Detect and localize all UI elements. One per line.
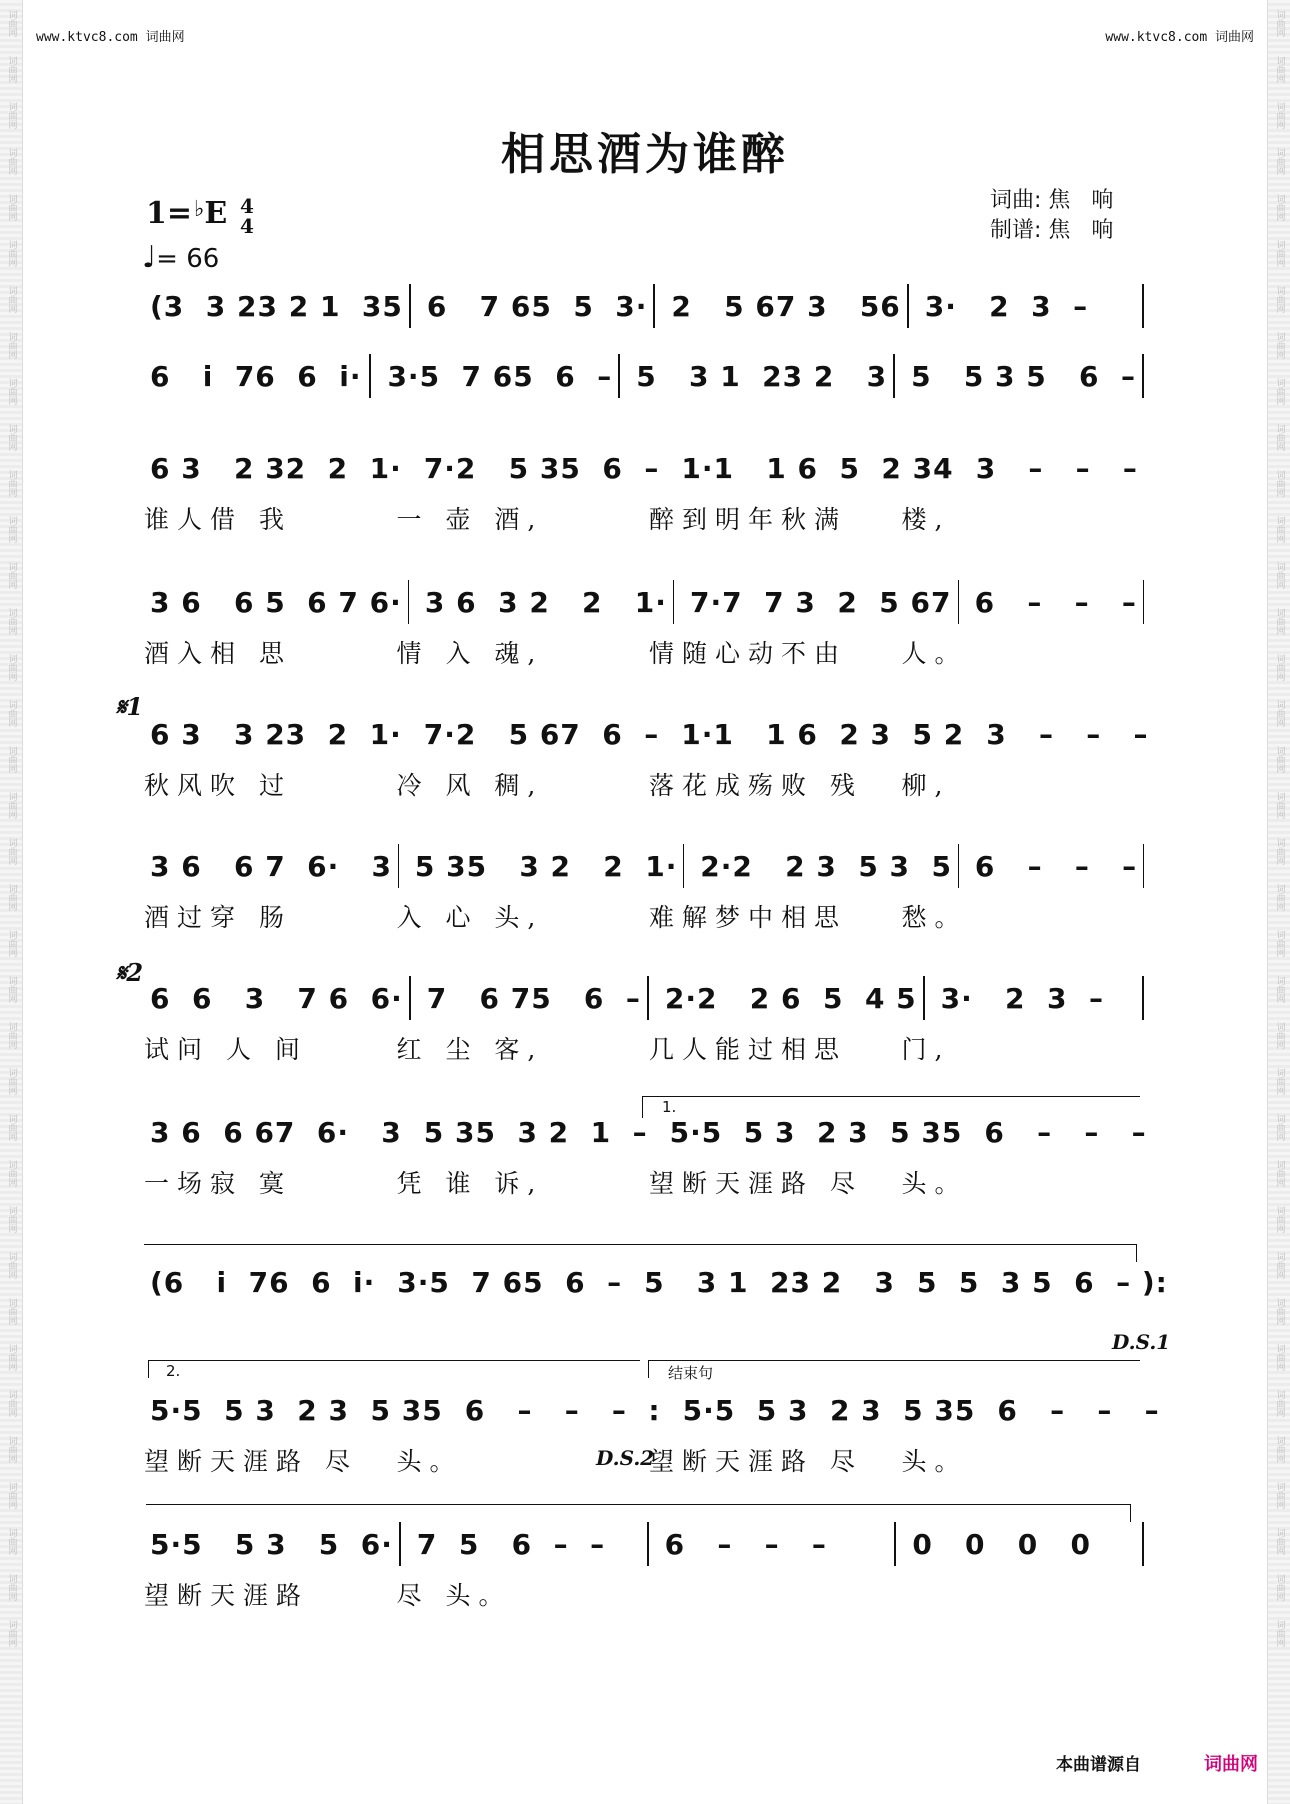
coda-bracket-edge xyxy=(1130,1504,1131,1522)
lyrics-line xyxy=(140,898,1150,934)
volta-2-bracket-edge xyxy=(148,1360,149,1378)
watermark-text: 词曲网 xyxy=(6,102,17,129)
measure: 6 – – – xyxy=(974,585,1137,619)
barline xyxy=(647,1522,649,1566)
watermark-text: 词曲网 xyxy=(1274,792,1285,819)
watermark-text: 词曲网 xyxy=(6,1160,17,1187)
watermark-text: 词曲网 xyxy=(1274,1068,1285,1095)
notation-line xyxy=(140,448,1150,488)
measure: 1·1 1 6 2 3 5 2 xyxy=(681,717,965,751)
watermark-text: 词曲网 xyxy=(6,562,17,589)
score-row xyxy=(140,448,1150,534)
watermark-text: 词曲网 xyxy=(1274,930,1285,957)
lyric-segment: 门, xyxy=(901,1035,951,1064)
watermark-text: 词曲网 xyxy=(6,976,17,1003)
notation-line xyxy=(140,582,1150,622)
lyric-segment: 情随心动不由 xyxy=(649,639,848,668)
segno-2-mark: 𝄋2 xyxy=(116,958,144,987)
score-row xyxy=(140,714,1150,800)
credit-lyrics-music: 词曲: 焦 响 xyxy=(990,188,1114,213)
watermark-text: 词曲网 xyxy=(1274,654,1285,681)
measure: 7·7 7 3 2 5 67 xyxy=(690,585,952,619)
barline xyxy=(647,976,649,1020)
measure: 5·5 5 3 5 6· xyxy=(150,1527,393,1561)
footer-source: 本曲谱源自 xyxy=(1056,1755,1141,1775)
lyric-segment: 头。 xyxy=(901,1169,968,1198)
barline xyxy=(923,976,925,1020)
notation-line xyxy=(140,846,1150,886)
interlude-bracket-edge xyxy=(1136,1244,1137,1262)
notation-line xyxy=(140,356,1150,396)
lyric-segment: 头。 xyxy=(901,1447,968,1476)
measure: 3 6 6 7 6· 3 xyxy=(150,849,393,883)
watermark-text: 词曲网 xyxy=(6,1574,17,1601)
key-signature: 1=♭E xyxy=(146,196,228,231)
lyric-segment: 一场寂 寞 xyxy=(144,1169,292,1198)
measure: 7·2 5 35 6 – xyxy=(423,451,660,485)
notation-line xyxy=(140,978,1150,1018)
lyric-segment: 酒入相 思 xyxy=(144,639,292,668)
watermark-text: 词曲网 xyxy=(1274,1298,1285,1325)
site-watermark-left: www.ktvc8.com 词曲网 xyxy=(36,30,185,45)
score-row xyxy=(140,286,1150,346)
watermark-text: 词曲网 xyxy=(6,332,17,359)
barline xyxy=(408,580,409,624)
lyric-segment: 落花成殇败 残 xyxy=(649,771,863,800)
measure: (3 3 23 2 1 35 xyxy=(150,289,403,323)
lyric-segment: 人。 xyxy=(901,639,968,668)
song-title: 相思酒为谁醉 xyxy=(501,129,789,180)
measure: 3 6 3 2 2 1· xyxy=(424,585,667,619)
volta-2-bracket xyxy=(148,1360,640,1361)
measure: 3·5 7 65 6 – xyxy=(387,359,613,393)
watermark-text: 词曲网 xyxy=(6,1022,17,1049)
watermark-text: 词曲网 xyxy=(1274,746,1285,773)
lyric-segment: 红 尘 客, xyxy=(396,1035,544,1064)
lyrics-line xyxy=(140,1164,1150,1200)
lyric-segment: 望断天涯路 尽 xyxy=(144,1447,358,1476)
barline xyxy=(893,354,895,398)
measure: 2·2 2 3 5 3 5 xyxy=(700,849,953,883)
lyric-segment: 难解梦中相思 xyxy=(649,903,848,932)
lyric-segment: 秋风吹 过 xyxy=(144,771,292,800)
watermark-text: 词曲网 xyxy=(1274,1206,1285,1233)
barline xyxy=(1142,976,1144,1020)
coda-bracket xyxy=(146,1504,1130,1505)
watermark-text: 词曲网 xyxy=(1274,148,1285,175)
lyrics-line xyxy=(140,634,1150,670)
measure: 6 3 3 23 2 1· xyxy=(150,717,402,751)
score-row xyxy=(140,1262,1168,1322)
score-row xyxy=(140,582,1150,668)
watermark-text: 词曲网 xyxy=(6,700,17,727)
measure: 6 3 2 32 2 1· xyxy=(150,451,402,485)
notation-line xyxy=(140,714,1150,754)
watermark-text: 词曲网 xyxy=(1274,838,1285,865)
barline xyxy=(399,1522,401,1566)
time-signature: 4 4 xyxy=(240,194,254,238)
barline xyxy=(1143,844,1144,888)
barline xyxy=(958,844,959,888)
watermark-text: 词曲网 xyxy=(6,1344,17,1371)
measure: 3 – – – xyxy=(975,451,1138,485)
watermark-text: 词曲网 xyxy=(1274,884,1285,911)
measure: 7 5 6 – – xyxy=(416,1527,606,1561)
measure: 5 35 3 2 1 – xyxy=(423,1115,648,1149)
quarter-note-icon: ♩ xyxy=(142,240,157,275)
measure: 3 6 6 67 6· 3 xyxy=(150,1115,402,1149)
watermark-text: 词曲网 xyxy=(1274,470,1285,497)
volta-1-label: 1. xyxy=(662,1098,677,1116)
watermark-text: 词曲网 xyxy=(1274,332,1285,359)
lyric-segment: 头。 xyxy=(396,1447,463,1476)
measure: 1·1 1 6 5 2 34 xyxy=(681,451,954,485)
watermark-text: 词曲网 xyxy=(6,1252,17,1279)
barline xyxy=(409,976,411,1020)
watermark-text: 词曲网 xyxy=(6,654,17,681)
measure: 2 5 67 3 56 xyxy=(671,289,901,323)
lyric-segment: 一 壶 酒, xyxy=(396,505,544,534)
barline xyxy=(894,1522,896,1566)
tempo-marking: ♩= 66 xyxy=(142,240,220,275)
lyric-segment xyxy=(898,1576,1151,1612)
measure: 3· 2 3 – xyxy=(940,981,1104,1015)
measure: 6 – – – xyxy=(974,849,1138,883)
watermark-text: 词曲网 xyxy=(6,10,17,37)
watermark-text: 词曲网 xyxy=(6,1436,17,1463)
measure: 6 i 76 6 i· xyxy=(150,359,362,393)
lyric-segment: 几人能过相思 xyxy=(649,1035,848,1064)
watermark-text: 词曲网 xyxy=(1274,1022,1285,1049)
watermark-text: 词曲网 xyxy=(1274,286,1285,313)
lyric-segment: 望断天涯路 尽 xyxy=(649,1447,863,1476)
score-row xyxy=(140,1524,1150,1610)
lyric-segment: 凭 谁 诉, xyxy=(396,1169,544,1198)
measure: 5·5 5 3 2 3 5 35 xyxy=(669,1115,963,1149)
watermark-text: 词曲网 xyxy=(6,148,17,175)
barline xyxy=(618,354,620,398)
watermark-text: 词曲网 xyxy=(1274,976,1285,1003)
watermark-text: 词曲网 xyxy=(1274,516,1285,543)
measure: 7·2 5 67 6 – xyxy=(423,717,660,751)
watermark-text: 词曲网 xyxy=(1274,1252,1285,1279)
watermark-text: 词曲网 xyxy=(6,884,17,911)
barline xyxy=(653,284,655,328)
measure: 5·5 5 3 2 3 5 35 xyxy=(682,1393,976,1427)
measure: 6 6 3 7 6 6· xyxy=(150,981,403,1015)
lyric-segment: 望断天涯路 尽 xyxy=(649,1169,863,1198)
watermark-text: 词曲网 xyxy=(6,424,17,451)
lyric-segment: 酒过穿 肠 xyxy=(144,903,292,932)
lyrics-line xyxy=(140,1442,1150,1478)
barline xyxy=(673,580,674,624)
watermark-text: 词曲网 xyxy=(6,240,17,267)
watermark-text: 词曲网 xyxy=(1274,1528,1285,1555)
watermark-text: 词曲网 xyxy=(1274,1436,1285,1463)
lyric-segment: 试问 人 间 xyxy=(144,1035,308,1064)
segno-1-mark: 𝄋1 xyxy=(116,692,144,721)
barline xyxy=(1143,580,1144,624)
watermark-text: 词曲网 xyxy=(1274,56,1285,83)
watermark-text: 词曲网 xyxy=(6,1298,17,1325)
watermark-text: 词曲网 xyxy=(6,470,17,497)
barline xyxy=(1142,1522,1144,1566)
measure: 3· 2 3 – xyxy=(924,289,1089,323)
watermark-text: 词曲网 xyxy=(1274,608,1285,635)
measure: 7 6 75 6 – xyxy=(426,981,641,1015)
watermark-text: 词曲网 xyxy=(1274,194,1285,221)
credits xyxy=(990,186,1113,246)
watermark-text: 词曲网 xyxy=(6,378,17,405)
measure: 6 – – – xyxy=(997,1393,1160,1427)
barline xyxy=(1142,284,1144,328)
watermark-text: 词曲网 xyxy=(1274,1114,1285,1141)
watermark-text: 词曲网 xyxy=(6,1528,17,1555)
notation-line xyxy=(140,286,1150,326)
lyrics-line xyxy=(140,500,1150,536)
measure: 3·5 7 65 6 – xyxy=(397,1265,623,1299)
watermark-text: 词曲网 xyxy=(1274,1620,1285,1647)
measure: 2·2 2 6 5 4 5 xyxy=(664,981,917,1015)
watermark-text: 词曲网 xyxy=(6,1114,17,1141)
interlude-bracket xyxy=(144,1244,1136,1245)
ds2-mark: D.S.2 xyxy=(596,1446,655,1470)
watermark-text: 词曲网 xyxy=(6,930,17,957)
watermark-text: 词曲网 xyxy=(6,286,17,313)
lyric-segment: 楼, xyxy=(901,505,951,534)
measure: 5 5 3 5 6 – ): xyxy=(916,1265,1168,1299)
volta-1-bracket xyxy=(642,1096,1140,1097)
lyric-segment: 冷 风 稠, xyxy=(396,771,544,800)
measure: 5·5 5 3 2 3 5 35 xyxy=(150,1393,443,1427)
score-row xyxy=(140,1112,1150,1198)
lyric-segment: 醉到明年秋满 xyxy=(649,505,848,534)
watermark-text: 词曲网 xyxy=(1274,378,1285,405)
measure: 6 – – – : xyxy=(464,1393,661,1427)
watermark-text: 词曲网 xyxy=(6,1206,17,1233)
left-watermark-strip xyxy=(0,0,23,1804)
lyric-segment: 情 入 魂, xyxy=(396,639,544,668)
watermark-text: 词曲网 xyxy=(6,1482,17,1509)
lyrics-line xyxy=(140,766,1150,802)
measure: 6 – – – xyxy=(984,1115,1147,1149)
measure: 0 0 0 0 xyxy=(912,1527,1091,1561)
ds1-mark: D.S.1 xyxy=(1112,1330,1171,1354)
watermark-text: 词曲网 xyxy=(6,608,17,635)
score-row xyxy=(140,978,1150,1064)
notation-line xyxy=(140,1390,1160,1430)
watermark-text: 词曲网 xyxy=(6,1068,17,1095)
lyric-segment: 望断天涯路 xyxy=(144,1581,310,1610)
credit-score: 制谱: 焦 响 xyxy=(990,218,1114,243)
barline xyxy=(1142,354,1144,398)
watermark-text: 词曲网 xyxy=(6,516,17,543)
barline xyxy=(369,354,371,398)
notation-line xyxy=(140,1524,1150,1564)
right-watermark-strip xyxy=(1267,0,1290,1804)
lyrics-line xyxy=(140,1030,1150,1066)
measure: 5 5 3 5 6 – xyxy=(911,359,1136,393)
watermark-text: 词曲网 xyxy=(1274,102,1285,129)
barline xyxy=(398,844,399,888)
site-watermark-right: www.ktvc8.com 词曲网 xyxy=(1105,30,1254,45)
lyric-segment: 愁。 xyxy=(901,903,968,932)
measure: 5 3 1 23 2 3 xyxy=(644,1265,895,1299)
measure: 6 – – – xyxy=(664,1527,827,1561)
measure: 6 7 65 5 3· xyxy=(426,289,648,323)
watermark-text: 词曲网 xyxy=(6,792,17,819)
watermark-text: 词曲网 xyxy=(1274,240,1285,267)
watermark-text: 词曲网 xyxy=(1274,700,1285,727)
watermark-text: 词曲网 xyxy=(6,838,17,865)
measure: (6 i 76 6 i· xyxy=(150,1265,376,1299)
watermark-text: 词曲网 xyxy=(1274,1390,1285,1417)
notation-line xyxy=(140,1112,1150,1152)
watermark-text: 词曲网 xyxy=(6,1620,17,1647)
watermark-text: 词曲网 xyxy=(1274,1574,1285,1601)
volta-2-label: 2. xyxy=(166,1362,181,1380)
barline xyxy=(907,284,909,328)
ending-bracket-edge xyxy=(648,1360,649,1378)
barline xyxy=(409,284,411,328)
lyric-segment xyxy=(645,1576,898,1612)
barline xyxy=(683,844,684,888)
ending-bracket xyxy=(648,1360,1140,1361)
measure: 5 35 3 2 2 1· xyxy=(414,849,678,883)
lyric-segment: 尽 头。 xyxy=(396,1581,512,1610)
lyric-segment: 柳, xyxy=(901,771,951,800)
notation-line xyxy=(140,1262,1168,1302)
ending-label: 结束句 xyxy=(668,1364,714,1382)
lyrics-line xyxy=(140,1576,1150,1612)
watermark-text: 词曲网 xyxy=(6,1390,17,1417)
score-row xyxy=(140,846,1150,932)
measure: 5 3 1 23 2 3 xyxy=(636,359,888,393)
lyric-segment: 谁人借 我 xyxy=(144,505,292,534)
watermark-text: 词曲网 xyxy=(1274,562,1285,589)
score-row xyxy=(140,356,1150,416)
watermark-text: 词曲网 xyxy=(6,56,17,83)
watermark-text: 词曲网 xyxy=(6,746,17,773)
watermark-text: 词曲网 xyxy=(1274,1482,1285,1509)
watermark-text: 词曲网 xyxy=(1274,424,1285,451)
measure: 3 – – – xyxy=(986,717,1149,751)
lyric-segment: 入 心 头, xyxy=(396,903,544,932)
footer-brand: 词曲网 xyxy=(1204,1754,1258,1775)
watermark-text: 词曲网 xyxy=(1274,1344,1285,1371)
watermark-text: 词曲网 xyxy=(1274,10,1285,37)
measure: 3 6 6 5 6 7 6· xyxy=(150,585,402,619)
watermark-text: 词曲网 xyxy=(6,194,17,221)
barline xyxy=(958,580,959,624)
watermark-text: 词曲网 xyxy=(1274,1160,1285,1187)
